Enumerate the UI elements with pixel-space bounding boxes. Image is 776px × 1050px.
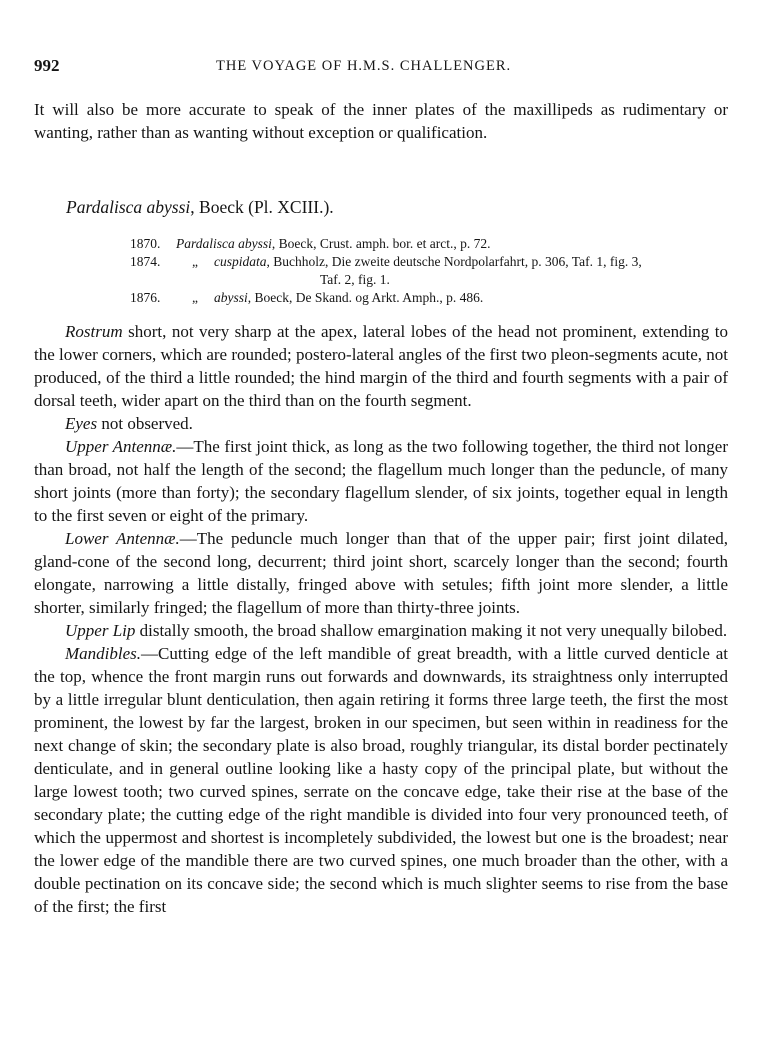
species-heading	[66, 197, 334, 218]
synonymy-entry: 1870. Pardalisca abyssi, Boeck, Crust. amph. bor. et arct., p. 72.	[130, 236, 491, 251]
page-number: 992	[34, 56, 60, 75]
paragraph-lower-antennae: Lower Antennæ.—The peduncle much longer than that of the upper pair; first joint dilated, gland-cone of the second long, decurrent; third joint short, scarcely longer than the second; fourth elongate, narrowing a little distally, fringed above with setules; fifth joint more slender, a little shorter, similarly fringed; the flagellum of more than thirty-three joints.	[34, 529, 728, 617]
synonymy-entry: 1876. „ abyssi, Boeck, De Skand. og Arkt. Amph., p. 486.	[130, 290, 484, 305]
intro-paragraph: It will also be more accurate to speak of the inner plates of the maxillipeds as rudimentary or wanting, rather than as wanting without exception or qualification.	[34, 100, 728, 142]
paragraph-mandibles: Mandibles.—Cutting edge of the left mandible of great breadth, with a little curved denticle at the top, whence the front margin runs out forwards and downwards, its straightness only interrupted by a little irregular blunt denticulation, then again retiring it forms three large teeth, the first the most prominent, the lowest by far the largest, broken in our specimen, but seen within in readiness for the next change of skin; the secondary plate is also broad, roughly triangular, its distal border pectinately denticulate, and in general outline looking like a hasty copy of the principal plate, but without the large lowest tooth; two curved spines, serrate on the concave edge, take their rise at the base of the secondary plate; the cutting edge of the right mandible is divided into four very pronounced teeth, of which the uppermost and shortest is incompletely subdivided, the lowest but one is the broadest; near the lower edge of the mandible there are two curved spines, one much broader than the other, with a double pectination on its concave side; the second which is much slighter seems to rise from the base of the first; the first	[34, 644, 728, 916]
page-header	[34, 56, 738, 80]
paragraph-rostrum: Rostrum short, not very sharp at the apex, lateral lobes of the head not prominent, extending to the lower corners, which are rounded; postero-lateral angles of the first two pleon-segments acute, not produced, of the third a little rounded; the hind margin of the third and fourth segments with a pair of dorsal teeth, wider apart on the third than on the fourth segment.	[34, 322, 728, 410]
paragraph-upper-antennae: Upper Antennæ.—The first joint thick, as long as the two following together, the third not longer than broad, not half the length of the second; the flagellum much longer than the peduncle, of many short joints (more than forty); the secondary flagellum slender, of six joints, together equal in length to the first seven or eight of the primary.	[34, 437, 728, 525]
species-authority: , Boeck (Pl. XCIII.).	[190, 197, 334, 217]
paragraph-eyes: Eyes not observed.	[65, 414, 193, 433]
description-body	[34, 320, 728, 918]
paragraph-upper-lip: Upper Lip distally smooth, the broad shallow emargination making it not very unequally bilobed.	[65, 621, 728, 640]
running-title: THE VOYAGE OF H.M.S. CHALLENGER.	[216, 58, 512, 74]
synonymy-entry: 1874. „ cuspidata, Buchholz, Die zweite deutsche Nordpolarfahrt, p. 306, Taf. 1, fig. 3,	[130, 254, 642, 269]
synonymy-entry-continuation: Taf. 2, fig. 1.	[320, 272, 390, 287]
species-name: Pardalisca abyssi	[66, 197, 191, 217]
